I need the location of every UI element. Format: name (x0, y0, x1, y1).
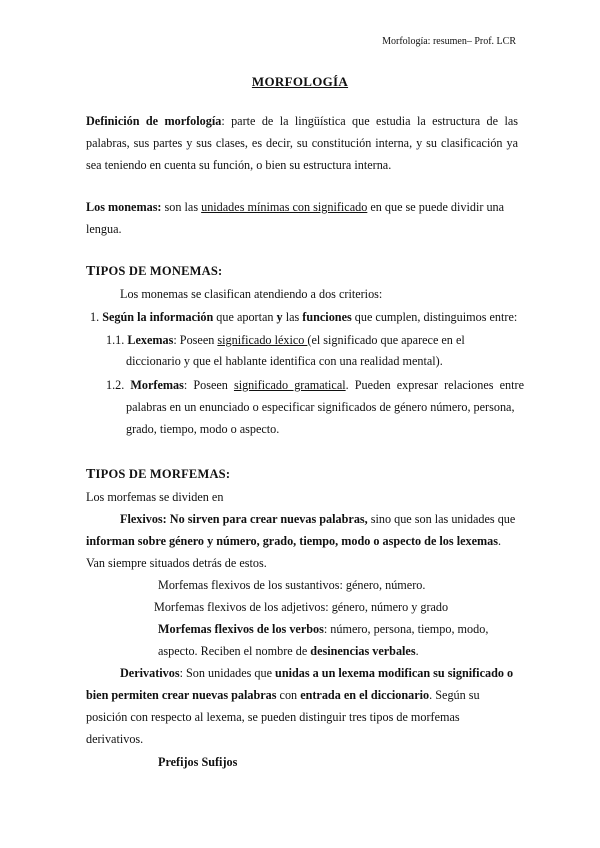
section-heading-tipos-monemas (86, 264, 222, 280)
morfemas-term: Morfemas (130, 378, 184, 392)
flexivos-verbos-bold: Morfemas flexivos de los verbos (158, 622, 324, 636)
sufijos-label: Sufijos (201, 755, 238, 769)
morfemas-text: : Poseen (183, 378, 234, 392)
criterion-text-end: que cumplen, distinguimos entre: (351, 310, 518, 324)
monemas-term: Los monemas: (86, 200, 162, 214)
heading-rest: IPOS DE MONEMAS: (95, 264, 223, 278)
definition-paragraph (86, 110, 518, 176)
derivativos-line3: posición con respecto al lexema, se pueden distinguir tres tipos de morfemas (86, 710, 460, 724)
heading-rest-2: IPOS DE MORFEMAS: (95, 467, 231, 481)
morfemas-text-end: . Pueden expresar relaciones entre (345, 378, 524, 392)
flexivos-bold: No sirven para crear nuevas palabras, (166, 512, 368, 526)
derivativos-line2 (86, 688, 480, 703)
criterion-text: que aportan (213, 310, 277, 324)
heading-initial: T (86, 264, 96, 279)
flexivos-line2 (86, 534, 501, 549)
derivativos-line2-mid: con (276, 688, 301, 702)
criterion-1 (90, 310, 517, 325)
derivativos-term: Derivativos (120, 666, 180, 680)
definition-term: Definición de morfología (86, 114, 222, 128)
prefijos-label: Prefijos (158, 755, 199, 769)
desinencias-bold: desinencias verbales (310, 644, 416, 658)
heading-initial-2: T (86, 467, 96, 482)
flexivos-line2-end: . (497, 534, 502, 548)
flexivos-text: sino que son las unidades que (367, 512, 516, 526)
desinencias-pre: aspecto. Reciben el nombre de (158, 644, 311, 658)
subitem-number-2: 1.2. (106, 378, 131, 392)
flexivos-term: Flexivos: (120, 512, 167, 526)
desinencias-end: . (415, 644, 419, 658)
subitem-morfemas-line1 (106, 378, 524, 393)
criterion-bold-2: funciones (302, 310, 352, 324)
subitem-number: 1.1. (106, 333, 128, 347)
lexemas-underlined: significado léxico (217, 333, 308, 347)
section-heading-tipos-morfemas (86, 467, 230, 483)
definition-body: : parte de la lingüística que estudia la estructura de las palabras, sus partes y sus clases, es decir, su constitución interna, y su clasificación ya sea teniendo en cuenta su función, o bien su estructura interna. (86, 114, 518, 172)
subitem-lexemas-line1 (106, 333, 465, 348)
monemas-intro: Los monemas se clasifican atendiendo a dos criterios: (120, 287, 383, 301)
flexivos-sustantivos: Morfemas flexivos de los sustantivos: género, número. (158, 578, 426, 592)
monemas-paragraph (86, 196, 518, 240)
derivativos-bold: unidas a un lexema modifican su significado o (275, 666, 514, 680)
criterion-bold: Según la información (102, 310, 214, 324)
flexivos-verbos-line2 (158, 644, 419, 659)
flexivos-line3: Van siempre situados detrás de estos. (86, 556, 267, 570)
derivativos-line4: derivativos. (86, 732, 144, 746)
criterion-number: 1. (90, 310, 103, 324)
morfemas-underlined: significado gramatical (233, 378, 346, 392)
flexivos-line1 (120, 512, 515, 527)
flexivos-line2-bold: informan sobre género y número, grado, tiempo, modo o aspecto de los lexemas (86, 534, 498, 548)
subitem-lexemas-line2: diccionario y que el hablante identifica con una realidad mental). (126, 354, 443, 368)
lexemas-text: : Poseen (173, 333, 218, 347)
flexivos-verbos-text: : número, persona, tiempo, modo, (323, 622, 489, 636)
morfemas-intro: Los morfemas se dividen en (86, 490, 224, 504)
monemas-underlined: unidades mínimas con significado (201, 200, 368, 214)
criterion-text-2: las (282, 310, 303, 324)
derivativos-text: : Son unidades que (179, 666, 276, 680)
page-title: MORFOLOGÍA (251, 74, 349, 89)
derivativos-types (158, 755, 237, 770)
criterion-and: y (276, 310, 283, 324)
derivativos-line2-bold-2: entrada en el diccionario (300, 688, 430, 702)
derivativos-line1 (120, 666, 513, 681)
lexemas-term: Lexemas (127, 333, 174, 347)
page-header: Morfología: resumen– Prof. LCR (382, 36, 516, 47)
flexivos-verbos-line1 (158, 622, 488, 637)
flexivos-adjetivos: Morfemas flexivos de los adjetivos: género, número y grado (154, 600, 449, 614)
derivativos-line2-bold: bien permiten crear nuevas palabras (86, 688, 277, 702)
lexemas-text-end: (el significado que aparece en el (307, 333, 465, 347)
monemas-text-end: en que se puede dividir una lengua. (86, 200, 505, 236)
subitem-morfemas-line2: palabras en un enunciado o especificar significados de género número, persona, (126, 400, 515, 414)
subitem-morfemas-line3: grado, tiempo, modo o aspecto. (126, 422, 280, 436)
derivativos-line2-end: . Según su (429, 688, 480, 702)
monemas-text: son las (161, 200, 202, 214)
